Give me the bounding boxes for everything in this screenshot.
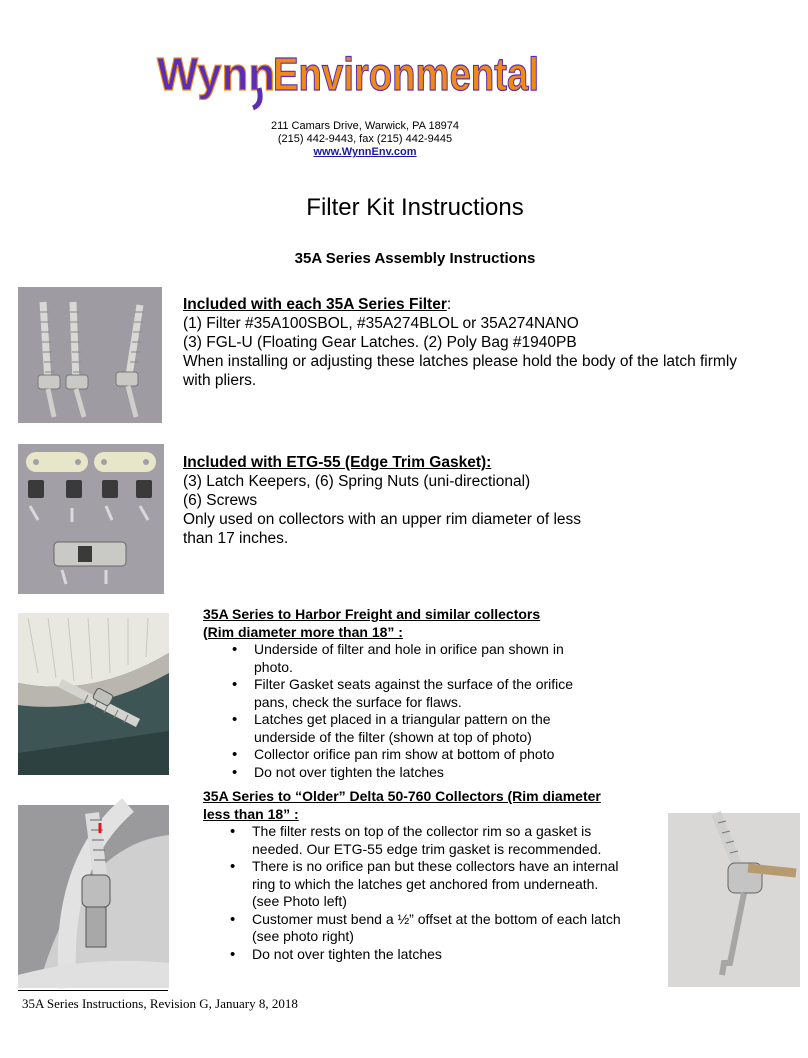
section-gasket-heading: Included with ETG-55 (Edge Trim Gasket): <box>183 454 492 471</box>
gasket-line: (3) Latch Keepers, (6) Spring Nuts (uni-directional) <box>183 473 531 490</box>
footer-divider <box>18 990 168 991</box>
bullet-item: • Filter Gasket seats against the surface of the orifice pans, check the surface for flaws. <box>226 676 633 711</box>
gasket-line: Only used on collectors with an upper rim diameter of less <box>183 511 582 528</box>
section-delta <box>203 788 653 963</box>
delta-rim-photo <box>18 805 169 988</box>
gasket-parts-illustration <box>18 444 164 594</box>
bullet-item: • Collector orifice pan rim show at bottom of photo <box>226 746 633 764</box>
revision-footer: 35A Series Instructions, Revision G, January 8, 2018 <box>22 996 298 1011</box>
latches-illustration <box>18 287 162 423</box>
delta-rim-illustration <box>18 805 169 988</box>
filter-line: with pliers. <box>183 372 257 389</box>
gasket-line: (6) Screws <box>183 492 258 509</box>
bullet-item: • Underside of filter and hole in orifice pan shown in photo. <box>226 641 633 676</box>
website-row <box>230 145 500 159</box>
logo-wynn: Wynn <box>157 48 275 100</box>
delta-bullets <box>224 823 653 963</box>
address-line-2: (215) 442-9443, fax (215) 442-9445 <box>277 133 453 145</box>
section-gasket-contents <box>183 453 783 548</box>
filter-line: (1) Filter #35A100SBOL, #35A274BLOL or 35A274NANO <box>183 315 579 332</box>
filter-line: When installing or adjusting these latches please hold the body of the latch firmly <box>183 353 738 370</box>
bent-latch-illustration <box>668 813 800 987</box>
harbor-freight-heading-line-2: (Rim diameter more than 18” : <box>203 623 403 640</box>
section-harbor-freight <box>203 606 633 781</box>
bullet-item: • Do not over tighten the latches <box>226 764 633 782</box>
bullet-item: • Latches get placed in a triangular pattern on the underside of the filter (shown at top of photo) <box>226 711 633 746</box>
company-logo <box>155 44 545 110</box>
delta-heading-line-2: less than 18” : <box>203 805 299 822</box>
logo-graphic <box>155 44 545 110</box>
latches-photo <box>18 287 162 423</box>
section-filter-heading: Included with each 35A Series Filter <box>183 296 447 313</box>
website-link[interactable]: www.WynnEnv.com <box>313 146 417 158</box>
gasket-parts-photo <box>18 444 164 594</box>
filter-line: (3) FGL-U (Floating Gear Latches. (2) Poly Bag #1940PB <box>183 334 577 351</box>
bent-latch-photo <box>668 813 800 987</box>
section-filter-contents <box>183 295 783 390</box>
address-line-1: 211 Camars Drive, Warwick, PA 18974 <box>270 120 460 132</box>
harbor-freight-illustration <box>18 613 169 775</box>
logo-environmental: Environmental <box>273 48 539 100</box>
heading-colon: : <box>446 296 452 313</box>
delta-heading-line-1: 35A Series to “Older” Delta 50-760 Collectors (Rim diameter <box>203 788 601 804</box>
harbor-freight-photo <box>18 613 169 775</box>
bullet-item: • Do not over tighten the latches <box>224 946 653 964</box>
bullet-item: • The filter rests on top of the collector rim so a gasket is needed. Our ETG-55 edge trim gasket is recommended. <box>224 823 653 858</box>
bullet-item: • There is no orifice pan but these collectors have an internal ring to which the latches get anchored from underneath. (see Photo left) <box>224 858 653 911</box>
document-subtitle: 35A Series Assembly Instructions <box>294 250 536 267</box>
gasket-line: than 17 inches. <box>183 530 289 547</box>
harbor-freight-bullets <box>226 641 633 781</box>
bullet-item: • Customer must bend a ½” offset at the bottom of each latch (see photo right) <box>224 911 653 946</box>
document-title: Filter Kit Instructions <box>306 194 524 221</box>
harbor-freight-heading-line-1: 35A Series to Harbor Freight and similar collectors <box>203 606 541 622</box>
